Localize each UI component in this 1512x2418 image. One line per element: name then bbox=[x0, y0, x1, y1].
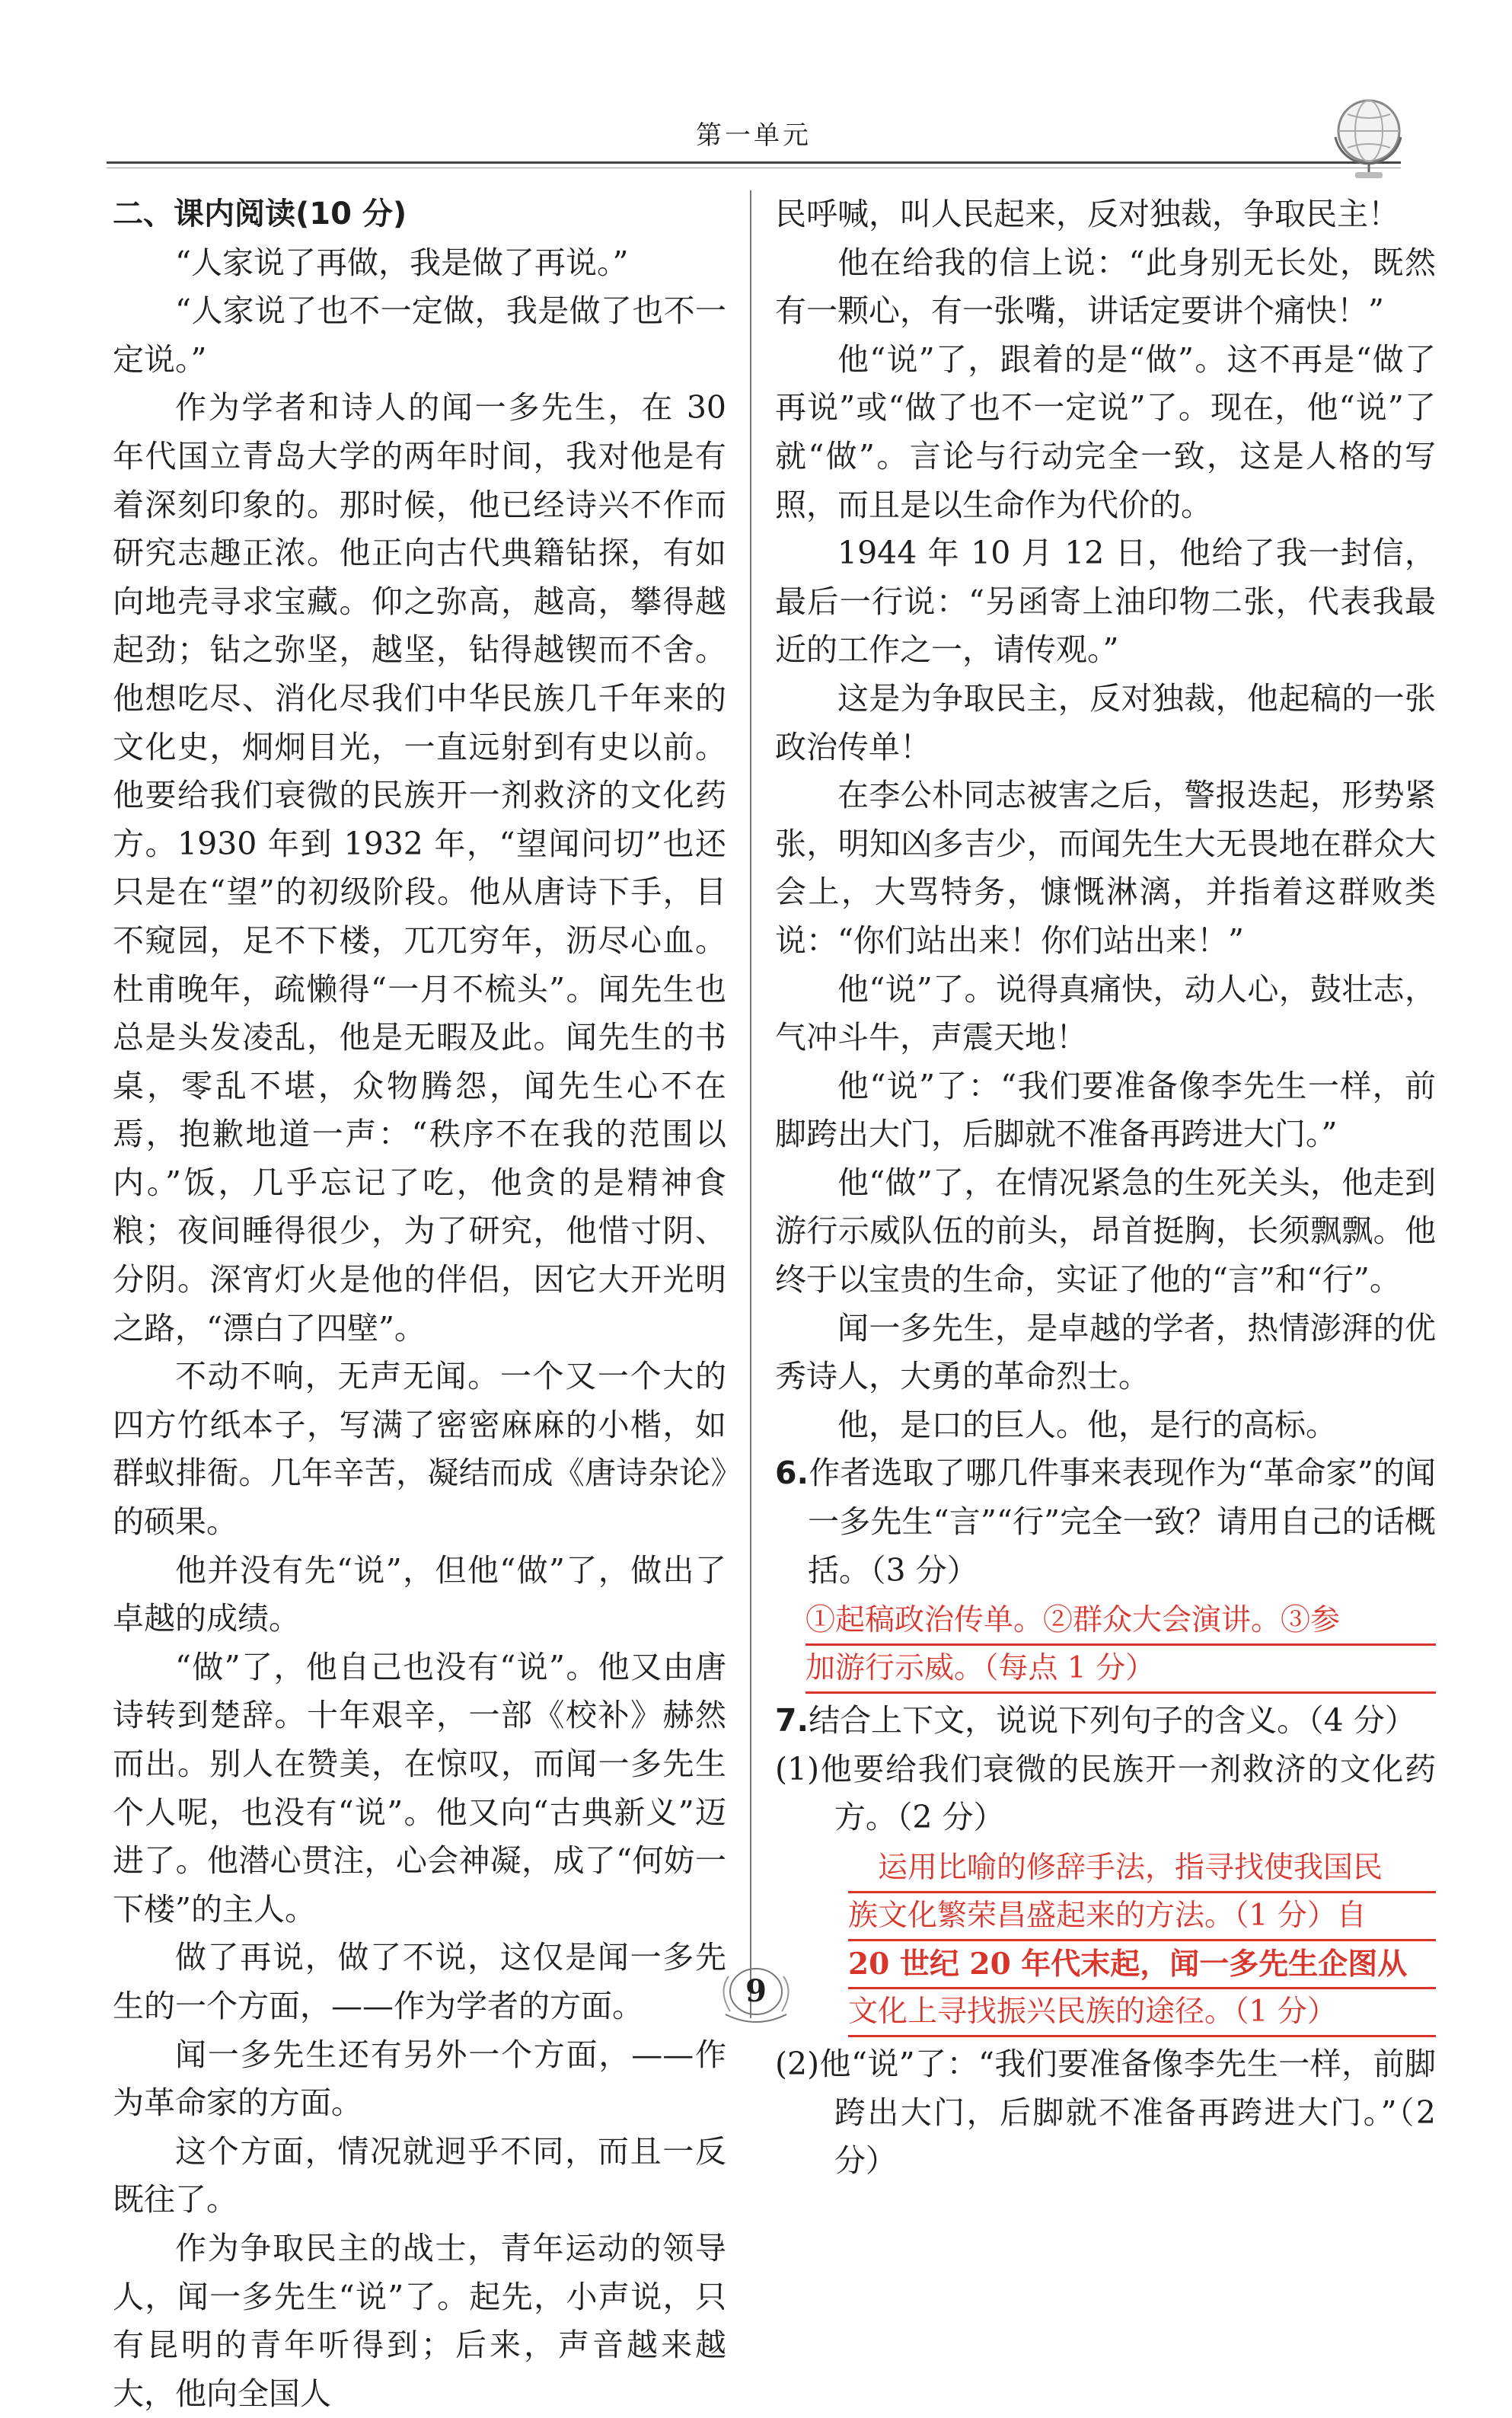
unit-title: 第一单元 bbox=[696, 120, 812, 151]
sub-label: (1) bbox=[775, 1750, 820, 1787]
answer-line: 族文化繁荣昌盛起来的方法。（1 分）自 bbox=[848, 1893, 1436, 1941]
question-text: 作者选取了哪几件事来表现作为“革命家”的闻一多先生“言”“行”完全一致？请用自己的话概括。（3 分） bbox=[808, 1455, 1436, 1589]
page-number-badge bbox=[695, 1961, 817, 2030]
question-number: 6. bbox=[775, 1455, 809, 1492]
answer-6 bbox=[805, 1598, 1436, 1694]
passage-paragraph: 他“说”了。说得真痛快，动人心，鼓壮志，气冲斗牛，声震天地！ bbox=[775, 970, 1436, 1056]
answer-line: 文化上寻找振兴民族的途径。（1 分） bbox=[848, 1989, 1436, 2037]
column-divider bbox=[750, 190, 751, 2018]
passage-paragraph: 他在给我的信上说：“此身别无长处，既然有一颗心，有一张嘴，讲话定要讲个痛快！” bbox=[775, 244, 1436, 330]
passage-paragraph: 这个方面，情况就迥乎不同，而且一反既往了。 bbox=[113, 2132, 726, 2218]
passage-paragraph: “人家说了也不一定做，我是做了也不一定说。” bbox=[113, 292, 726, 378]
header-rule bbox=[107, 161, 1401, 164]
sub-label: (2) bbox=[775, 2046, 820, 2082]
passage-paragraph: 不动不响，无声无闻。一个又一个大的四方竹纸本子，写满了密密麻麻的小楷，如群蚁排衙。几年辛苦，凝结而成《唐诗杂论》的硕果。 bbox=[113, 1358, 726, 1541]
right-column bbox=[775, 190, 1436, 2186]
passage-paragraph: 他“做”了，在情况紧急的生死关头，他走到游行示威队伍的前头，昂首挺胸，长须飘飘。他终于以宝贵的生命，实证了他的“言”和“行”。 bbox=[775, 1164, 1436, 1298]
question-text: 结合上下文，说说下列句子的含义。（4 分） bbox=[809, 1702, 1416, 1739]
passage-paragraph: 做了再说，做了不说，这仅是闻一多先生的一个方面，——作为学者的方面。 bbox=[113, 1939, 726, 2024]
left-column bbox=[113, 190, 726, 2418]
passage-continuation: 民呼喊，叫人民起来，反对独裁，争取民主！ bbox=[775, 196, 1399, 232]
answer-line: 运用比喻的修辞手法，指寻找使我国民 bbox=[848, 1845, 1436, 1893]
page-header bbox=[107, 114, 1401, 168]
passage-paragraph: 作为争取民主的战士，青年运动的领导人，闻一多先生“说”了。起先，小声说，只有昆明的青年听得到；后来，声音越来越大，他向全国人 bbox=[113, 2229, 726, 2412]
globe-icon bbox=[1325, 91, 1416, 183]
question-7 bbox=[775, 1697, 1436, 1746]
sub-text: 他“说”了：“我们要准备像李先生一样，前脚跨出大门，后脚就不准备再跨进大门。”（2 分） bbox=[819, 2046, 1436, 2180]
question-6 bbox=[775, 1449, 1436, 1595]
passage-paragraph: 他“说”了：“我们要准备像李先生一样，前脚跨出大门，后脚就不准备再跨进大门。” bbox=[775, 1067, 1436, 1153]
passage-paragraph: “做”了，他自己也没有“说”。他又由唐诗转到楚辞。十年艰辛，一部《校补》赫然而出。别人在赞美，在惊叹，而闻一多先生个人呢，也没有“说”。他又向“古典新义”迈进了。他潜心贯注，心会神凝，成了“何妨一下楼”的主人。 bbox=[113, 1648, 726, 1928]
passage-paragraph: 他“说”了，跟着的是“做”。这不再是“做了再说”或“做了也不一定说”了。现在，他“说”了就“做”。言论与行动完全一致，这是人格的写照，而且是以生命作为代价的。 bbox=[775, 340, 1436, 523]
sub-text: 他要给我们衰微的民族开一剂救济的文化药方。（2 分） bbox=[819, 1750, 1436, 1836]
question-number: 7. bbox=[775, 1702, 809, 1739]
question-7-1 bbox=[775, 1746, 1436, 1842]
passage-paragraph: 这是为争取民主，反对独裁，他起稿的一张政治传单！ bbox=[775, 679, 1436, 765]
question-7-2 bbox=[775, 2040, 1436, 2186]
answer-line: 加游行示威。（每点 1 分） bbox=[805, 1646, 1436, 1694]
answer-line: 20 世纪 20 年代末起，闻一多先生企图从 bbox=[848, 1941, 1436, 1989]
section-title: 二、课内阅读(10 分) bbox=[113, 196, 407, 232]
answer-7-1 bbox=[848, 1845, 1436, 2037]
page-number: 9 bbox=[745, 1973, 767, 2009]
answer-line: ①起稿政治传单。②群众大会演讲。③参 bbox=[805, 1598, 1436, 1646]
passage-paragraph: “人家说了再做，我是做了再说。” bbox=[175, 244, 629, 281]
passage-paragraph: 作为学者和诗人的闻一多先生，在 30 年代国立青岛大学的两年时间，我对他是有着深刻印象的。那时候，他已经诗兴不作而研究志趣正浓。他正向古代典籍钻探，有如向地壳寻求宝藏。仰之弥高，越高，攀得越起劲；钻之弥坚，越坚，钻得越锲而不舍。他想吃尽、消化尽我们中华民族几千年来的文化史，炯炯目光，一直远射到有史以前。他要给我们衰微的民族开一剂救济的文化药方。1930 年到 1932 年，“望闻问切”也还只是在“望”的初级阶段。他从唐诗下手，目不窥园，足不下楼，兀兀穷年，沥尽心血。杜甫晚年，疏懒得“一月不梳头”。闻先生也总是头发凌乱，他是无暇及此。闻先生的书桌，零乱不堪，众物腾怨，闻先生心不在焉，抱歉地道一声：“秩序不在我的范围以内。”饭，几乎忘记了吃，他贪的是精神食粮；夜间睡得很少，为了研究，他惜寸阴、分阴。深宵灯火是他的伴侣，因它大开光明之路，“漂白了四壁”。 bbox=[113, 389, 726, 1346]
passage-paragraph: 他，是口的巨人。他，是行的高标。 bbox=[837, 1406, 1337, 1443]
passage-paragraph: 闻一多先生，是卓越的学者，热情澎湃的优秀诗人，大勇的革命烈士。 bbox=[775, 1309, 1436, 1395]
passage-paragraph: 1944 年 10 月 12 日，他给了我一封信，最后一行说：“另函寄上油印物二张，代表我最近的工作之一，请传观。” bbox=[775, 535, 1436, 669]
passage-paragraph: 他并没有先“说”，但他“做”了，做出了卓越的成绩。 bbox=[113, 1551, 726, 1637]
passage-paragraph: 闻一多先生还有另外一个方面，——作为革命家的方面。 bbox=[113, 2036, 726, 2122]
passage-paragraph: 在李公朴同志被害之后，警报迭起，形势紧张，明知凶多吉少，而闻先生大无畏地在群众大会上，大骂特务，慷慨淋漓，并指着这群败类说：“你们站出来！你们站出来！” bbox=[775, 777, 1436, 959]
